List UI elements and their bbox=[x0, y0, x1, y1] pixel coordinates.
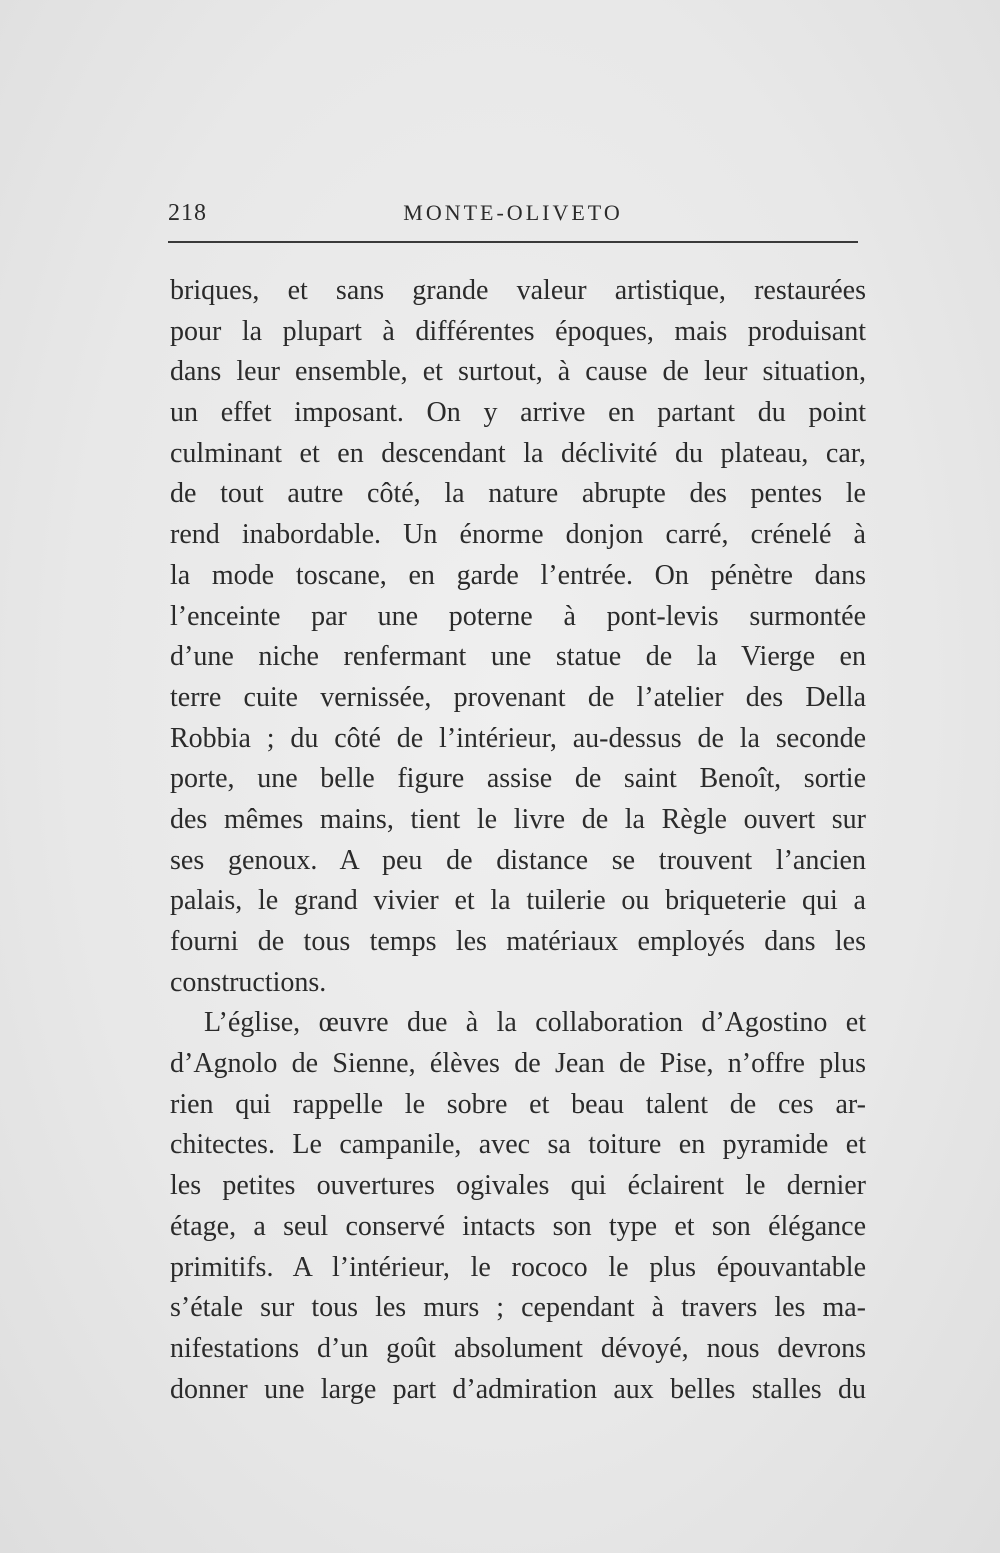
text-line: la mode toscane, en garde l’entrée. On pénètre dans bbox=[170, 559, 866, 591]
text-line: terre cuite vernissée, provenant de l’atelier des Della bbox=[170, 681, 866, 713]
text-line: nifestations d’un goût absolument dévoyé, nous devrons bbox=[170, 1332, 866, 1364]
text-line: étage, a seul conservé intacts son type et son élégance bbox=[170, 1210, 866, 1242]
page-header bbox=[168, 200, 858, 234]
text-line: ses genoux. A peu de distance se trouvent l’ancien bbox=[170, 844, 866, 876]
header-rule bbox=[168, 241, 858, 243]
text-line: pour la plupart à différentes époques, mais produisant bbox=[170, 315, 866, 347]
paragraph-2 bbox=[170, 1003, 866, 1410]
text-line: un effet imposant. On y arrive en partant du point bbox=[170, 397, 866, 429]
text-line: briques, et sans grande valeur artistique, restaurées bbox=[170, 275, 866, 306]
text-line: culminant et en descendant la déclivité du plateau, car, bbox=[170, 437, 866, 469]
text-line: s’étale sur tous les murs ; cependant à travers les ma- bbox=[170, 1292, 866, 1324]
body-text bbox=[170, 271, 866, 1410]
text-line: dans leur ensemble, et surtout, à cause de leur situation, bbox=[170, 356, 866, 388]
text-line: l’enceinte par une poterne à pont-levis surmontée bbox=[170, 600, 866, 632]
text-line: des mêmes mains, tient le livre de la Règle ouvert sur bbox=[170, 803, 866, 835]
text-line: d’Agnolo de Sienne, élèves de Jean de Pise, n’offre plus bbox=[170, 1048, 866, 1080]
text-line: chitectes. Le campanile, avec sa toiture en pyramide et bbox=[170, 1129, 866, 1161]
text-line: de tout autre côté, la nature abrupte des pentes le bbox=[170, 478, 866, 510]
running-head: MONTE-OLIVETO bbox=[403, 200, 623, 225]
page-number: 218 bbox=[168, 200, 207, 226]
text-line: palais, le grand vivier et la tuilerie ou briqueterie qui a bbox=[170, 885, 866, 917]
text-line: primitifs. A l’intérieur, le rococo le plus épouvantable bbox=[170, 1251, 866, 1283]
text-line: d’une niche renfermant une statue de la Vierge en bbox=[170, 641, 866, 673]
text-line: rend inabordable. Un énorme donjon carré, crénelé à bbox=[170, 519, 866, 551]
text-line: rien qui rappelle le sobre et beau talent de ces ar- bbox=[170, 1088, 866, 1120]
text-line: donner une large part d’admiration aux belles stalles du bbox=[170, 1373, 866, 1405]
text-line: Robbia ; du côté de l’intérieur, au-dessus de la seconde bbox=[170, 722, 866, 754]
text-line: les petites ouvertures ogivales qui éclairent le dernier bbox=[170, 1170, 866, 1202]
text-line: porte, une belle figure assise de saint Benoît, sortie bbox=[170, 763, 866, 795]
paragraph-1 bbox=[170, 271, 866, 1003]
text-line: L’église, œuvre due à la collaboration d’Agostino et bbox=[204, 1007, 866, 1039]
text-line: constructions. bbox=[170, 966, 327, 998]
text-line: fourni de tous temps les matériaux employés dans les bbox=[170, 926, 866, 957]
